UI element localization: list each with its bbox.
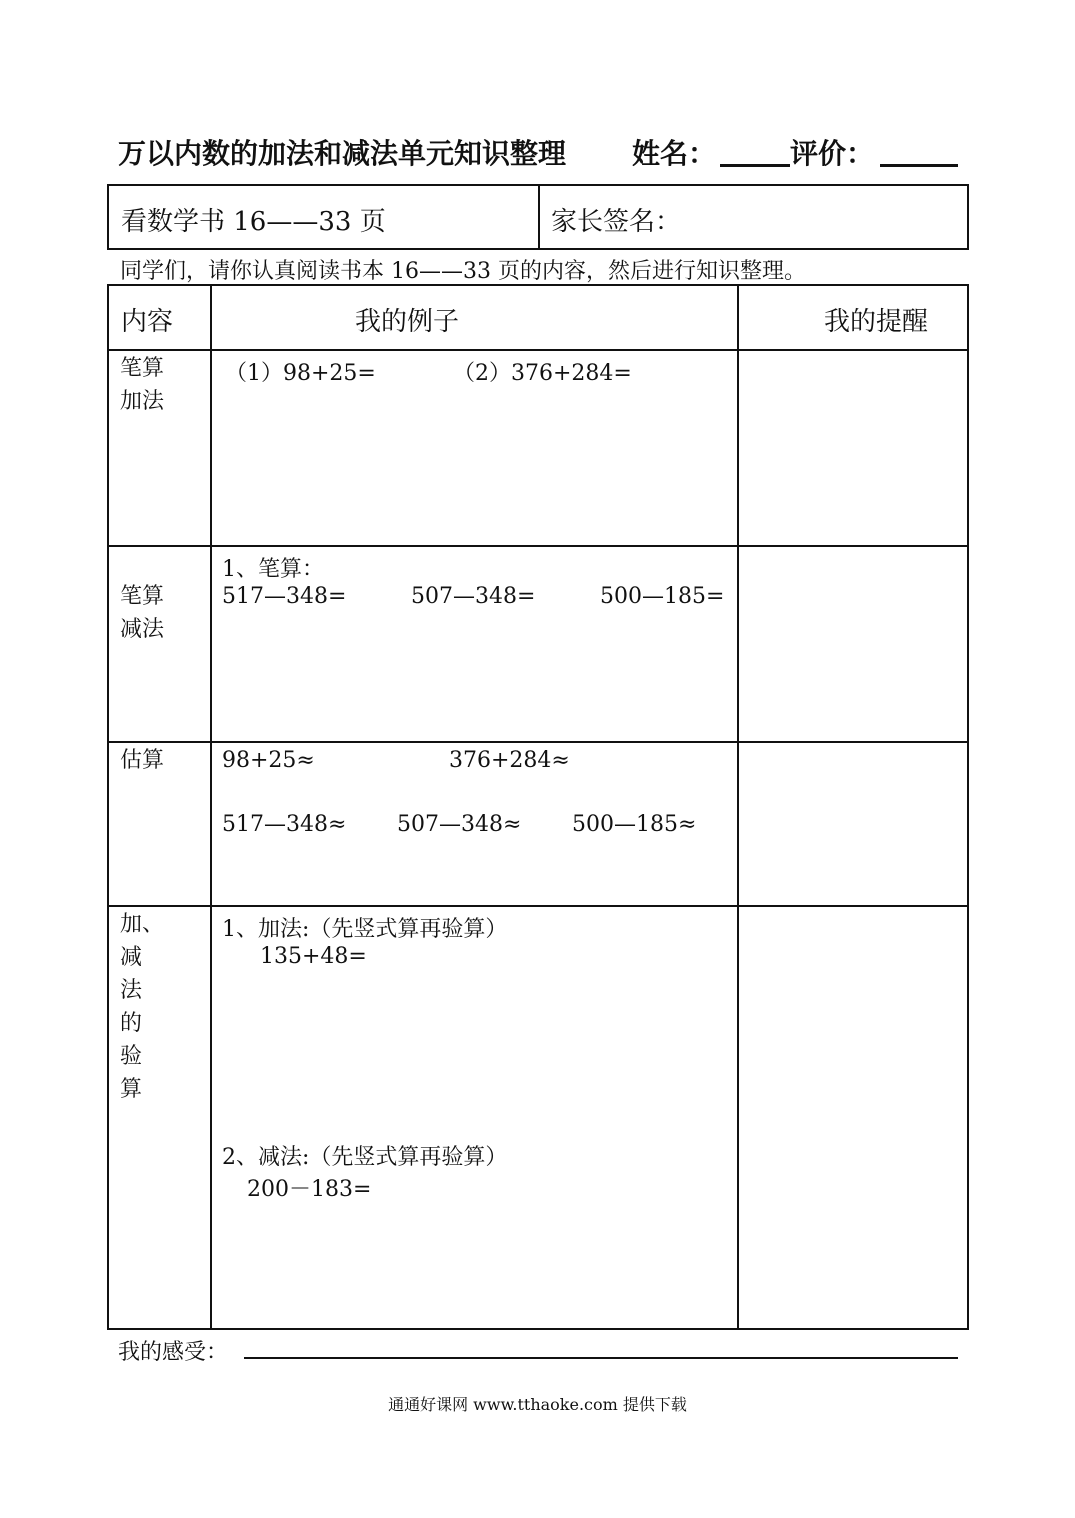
verify-subtraction-problem: 200－183= [247, 1177, 372, 1202]
row-divider-2 [109, 741, 967, 743]
example-addition-1: （1）98+25= [225, 361, 376, 386]
title-row [118, 132, 958, 172]
topic-written-addition [120, 352, 180, 418]
parent-signature-field[interactable]: 家长签名： [551, 207, 682, 237]
row-divider-3 [109, 905, 967, 907]
topic-line: 加法 [120, 389, 165, 414]
name-blank[interactable] [720, 164, 790, 167]
topic-written-subtraction [120, 580, 180, 646]
feelings-label: 我的感受： [118, 1340, 229, 1365]
footer-credit: 通通好课网 www.tthaoke.com 提供下载 [388, 1395, 687, 1414]
topic-line: 的 [120, 1011, 143, 1036]
column-divider-2 [737, 286, 739, 1328]
topic-line: 法 [120, 978, 143, 1003]
grade-label: 评价： [790, 137, 875, 170]
topic-line: 算 [120, 1077, 143, 1102]
estimate-2: 376+284≈ [449, 748, 570, 773]
estimate-3: 517—348≈ [222, 812, 347, 837]
example-subtraction-3: 500—185= [600, 584, 725, 609]
header-content: 内容 [121, 307, 174, 337]
name-label: 姓名： [632, 137, 717, 170]
topic-line: 加、 [120, 912, 165, 937]
knowledge-table [107, 284, 969, 1330]
estimate-4: 507—348≈ [397, 812, 522, 837]
topic-estimation [120, 744, 180, 777]
grade-blank[interactable] [880, 164, 958, 167]
example-subtraction-1: 517—348= [222, 584, 347, 609]
row-divider-1 [109, 545, 967, 547]
example-subtraction-2: 507—348= [411, 584, 536, 609]
estimate-5: 500—185≈ [572, 812, 697, 837]
estimate-1: 98+25≈ [222, 748, 315, 773]
topic-line: 估算 [120, 748, 165, 773]
info-table [107, 184, 969, 250]
topic-line: 减法 [120, 617, 165, 642]
topic-verification [120, 908, 180, 1106]
reading-pages: 看数学书 16——33 页 [121, 207, 386, 237]
verify-subtraction-heading: 2、减法:（先竖式算再验算） [222, 1145, 508, 1170]
topic-line: 笔算 [120, 356, 165, 381]
example-subtraction-heading: 1、笔算： [222, 557, 324, 582]
header-my-reminders: 我的提醒 [824, 307, 929, 337]
topic-line: 验 [120, 1044, 143, 1069]
column-divider-1 [210, 286, 212, 1328]
feelings-blank[interactable] [244, 1357, 958, 1359]
topic-line: 笔算 [120, 584, 165, 609]
verify-addition-problem: 135+48= [260, 944, 367, 969]
example-addition-2: （2）376+284= [453, 361, 632, 386]
row-divider-header [109, 349, 967, 351]
topic-line: 减 [120, 945, 143, 970]
instruction-text: 同学们，请你认真阅读书本 16——33 页的内容，然后进行知识整理。 [120, 259, 806, 284]
worksheet-title: 万以内数的加法和减法单元知识整理 [118, 137, 567, 170]
header-my-examples: 我的例子 [355, 307, 460, 337]
verify-addition-heading: 1、加法:（先竖式算再验算） [222, 917, 508, 942]
info-table-divider [538, 186, 540, 248]
